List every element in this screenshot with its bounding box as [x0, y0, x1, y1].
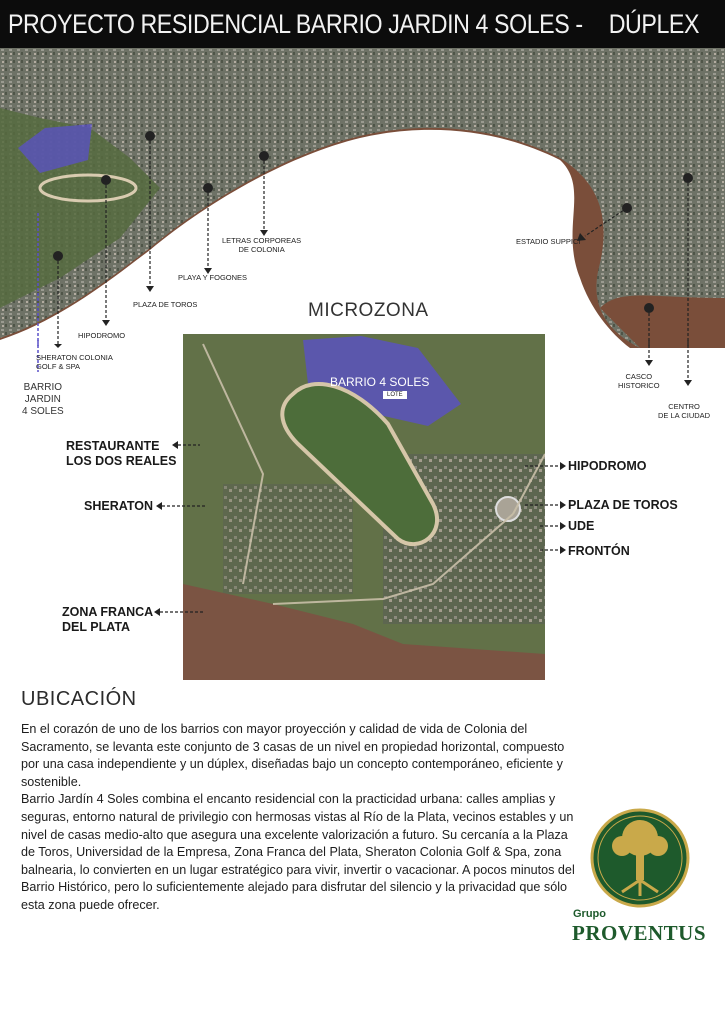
- header-bar: [0, 0, 725, 48]
- label-estadio-suppici: ESTADIO SUPPICI: [516, 237, 581, 246]
- micro-label-sheraton: SHERATON: [84, 499, 153, 513]
- micro-label-fronton: FRONTÓN: [568, 544, 630, 558]
- micro-label-hipodromo: HIPODROMO: [568, 459, 647, 473]
- page-subtitle: DÚPLEX: [608, 9, 699, 39]
- label-barrio-jardin: BARRIO JARDIN 4 SOLES: [22, 382, 64, 417]
- microzona-title: MICROZONA: [308, 300, 429, 321]
- logo-word-grupo: Grupo: [573, 908, 606, 920]
- label-centro-ciudad: CENTRO DE LA CIUDAD: [658, 402, 711, 420]
- logo-trunk: [636, 852, 644, 880]
- label-plaza-toros: PLAZA DE TOROS: [133, 300, 198, 309]
- logo-word-proventus: PROVENTUS: [572, 921, 707, 945]
- label-hipodromo: HIPODROMO: [78, 331, 126, 340]
- micro-label-zona-franca: ZONA FRANCA DEL PLATA: [62, 605, 154, 634]
- section-title-ubicacion: UBICACIÓN: [21, 688, 137, 710]
- micro-overlay-label: BARRIO 4 SOLES: [330, 375, 430, 389]
- label-playa-fogones: PLAYA Y FOGONES: [178, 273, 248, 282]
- micro-label-restaurante: RESTAURANTE LOS DOS REALES: [66, 439, 177, 468]
- page-title: PROYECTO RESIDENCIAL BARRIO JARDIN 4 SOLES -: [8, 9, 583, 39]
- label-sheraton: SHERATON COLONIA GOLF & SPA: [36, 353, 113, 371]
- label-casco-historico: CASCO HISTORICO: [618, 372, 660, 390]
- label-letras-corporeas: LETRAS CORPOREAS DE COLONIA: [222, 236, 302, 254]
- lote-tag: LOTE: [383, 391, 407, 399]
- ubicacion-body: [21, 721, 581, 915]
- micro-label-plaza-toros: PLAZA DE TOROS: [568, 498, 678, 512]
- ubicacion-paragraph: Barrio Jardín 4 Soles combina el encanto residencial con la practicidad urbana: calles amplias y seguras, entorno natural de privilegio con hermosas vistas al Río de la Plata, vecinos estables y un nivel de casas medio-alto que asegura una excelente valorización a futuro. Su cercanía a la Plaza de Toros, Universidad de la Empresa, Zona Franca del Plata, Sheraton Colonia Golf & Spa, zona balnearia, lo convierten en un lugar estratégico para vivir, invertir o vacacionar. A pocos minutos del Barrio Histórico, pero lo suficientemente alejado para disfrutar del silencio y la privacidad que sólo esta zona puede ofrecer.: [21, 792, 575, 912]
- micro-label-ude: UDE: [568, 519, 595, 533]
- ubicacion-paragraph: En el corazón de uno de los barrios con mayor proyección y calidad de vida de Colonia del Sacramento, se levanta este conjunto de 3 casas de un nivel en propiedad horizontal, compuesto por una casa independiente y un dúplex, diseñadas bajo un concepto contemporáneo, eficiente y sostenible.: [21, 722, 565, 789]
- micro-leader-lines: [0, 430, 725, 630]
